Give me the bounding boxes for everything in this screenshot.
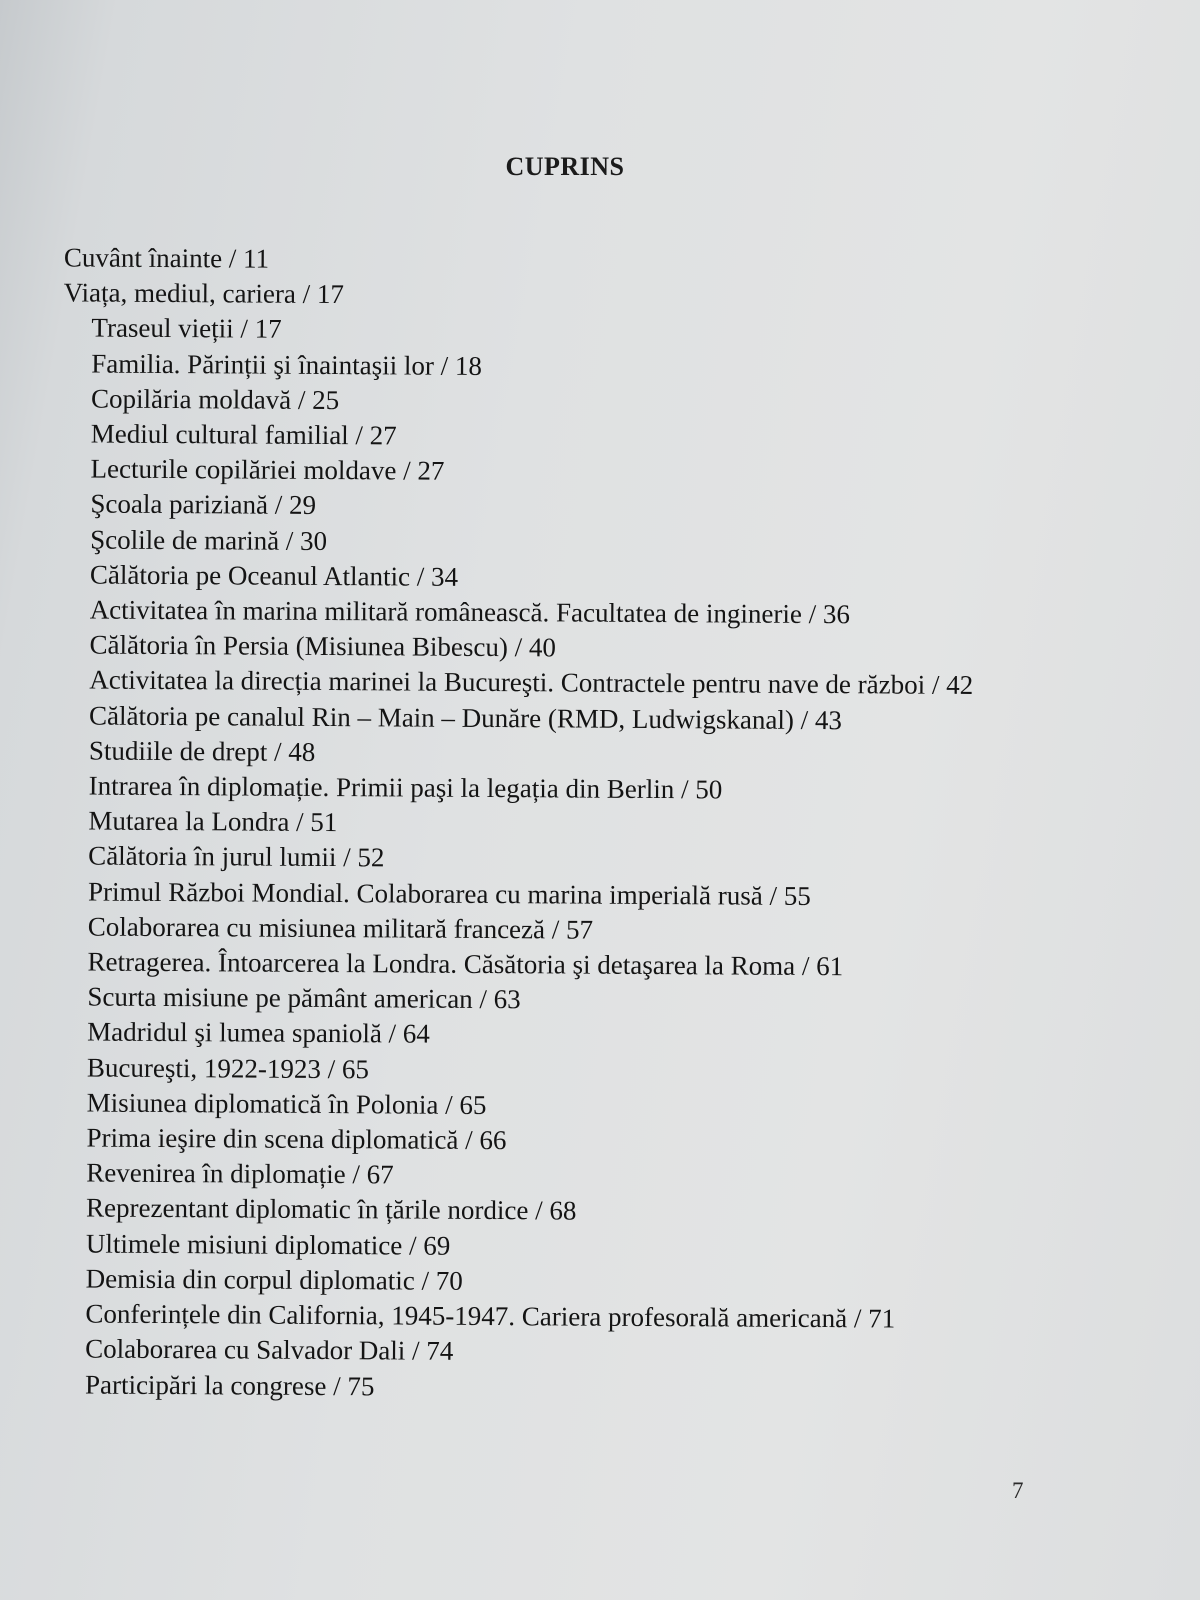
toc-section: Studiile de drept / 48 xyxy=(88,735,316,767)
toc-section: Mediul cultural familial / 27 xyxy=(90,418,397,451)
toc-section: Ultimele misiuni diplomatice / 69 xyxy=(85,1228,451,1261)
toc-section: Misiunea diplomatică în Polonia / 65 xyxy=(86,1087,487,1120)
toc-section: Copilăria moldavă / 25 xyxy=(90,383,340,415)
toc-section: Conferințele din California, 1945-1947. Cariera profesorală americană / 71 xyxy=(85,1298,896,1334)
toc-section: Activitatea la direcția marinei la Bucureşti. Contractele pentru nave de război / 42 xyxy=(89,664,974,701)
toc-section: Călătoria pe Oceanul Atlantic / 34 xyxy=(89,559,459,592)
toc-section: Scurta misiune pe pământ american / 63 xyxy=(87,981,521,1015)
toc-chapter: Cuvânt înainte / 11 xyxy=(63,242,270,274)
toc-section: Primul Război Mondial. Colaborarea cu marina imperială rusă / 55 xyxy=(87,876,811,911)
toc-section: Intrarea în diplomație. Primii paşi la legația din Berlin / 50 xyxy=(88,770,723,805)
toc-section: Activitatea în marina militară românească. Facultatea de inginerie / 36 xyxy=(89,594,851,630)
toc-section: Familia. Părinții şi înaintaşii lor / 18 xyxy=(91,348,483,381)
toc-chapter: Viața, mediul, cariera / 17 xyxy=(63,277,345,310)
toc-section: Călătoria în Persia (Misiunea Bibescu) / 40 xyxy=(89,629,557,663)
toc-section: Madridul şi lumea spaniolă / 64 xyxy=(87,1017,430,1050)
toc-section: Demisia din corpul diplomatic / 70 xyxy=(85,1263,463,1296)
toc-section: Traseul vieții / 17 xyxy=(91,312,282,345)
toc-section: Şcoala pariziană / 29 xyxy=(90,488,317,521)
toc-section: Colaborarea cu Salvador Dali / 74 xyxy=(85,1333,454,1367)
toc-section: Prima ieşire din scena diplomatică / 66 xyxy=(86,1122,507,1156)
page-title: CUPRINS xyxy=(505,152,625,181)
toc-section: Mutarea la Londra / 51 xyxy=(88,805,338,838)
toc-section: Bucureşti, 1922-1923 / 65 xyxy=(86,1052,370,1084)
toc-section: Călătoria în jurul lumii / 52 xyxy=(88,841,385,873)
page-number: 7 xyxy=(1012,1478,1024,1503)
toc-section: Lecturile copilăriei moldave / 27 xyxy=(90,453,445,486)
toc-section: Participări la congrese / 75 xyxy=(84,1369,375,1401)
toc-section: Şcolile de marină / 30 xyxy=(90,524,328,556)
toc-section: Retragerea. Întoarcerea la Londra. Căsătoria şi detaşarea la Roma / 61 xyxy=(87,946,844,982)
toc-section: Călătoria pe canalul Rin – Main – Dunăre (RMD, Ludwigskanal) / 43 xyxy=(89,700,843,735)
toc-section: Colaborarea cu misiunea militară franceză / 57 xyxy=(87,911,594,945)
table-of-contents xyxy=(0,240,1100,1408)
toc-section: Revenirea în diplomație / 67 xyxy=(86,1157,394,1190)
toc-section: Reprezentant diplomatic în țările nordice / 68 xyxy=(85,1193,577,1227)
